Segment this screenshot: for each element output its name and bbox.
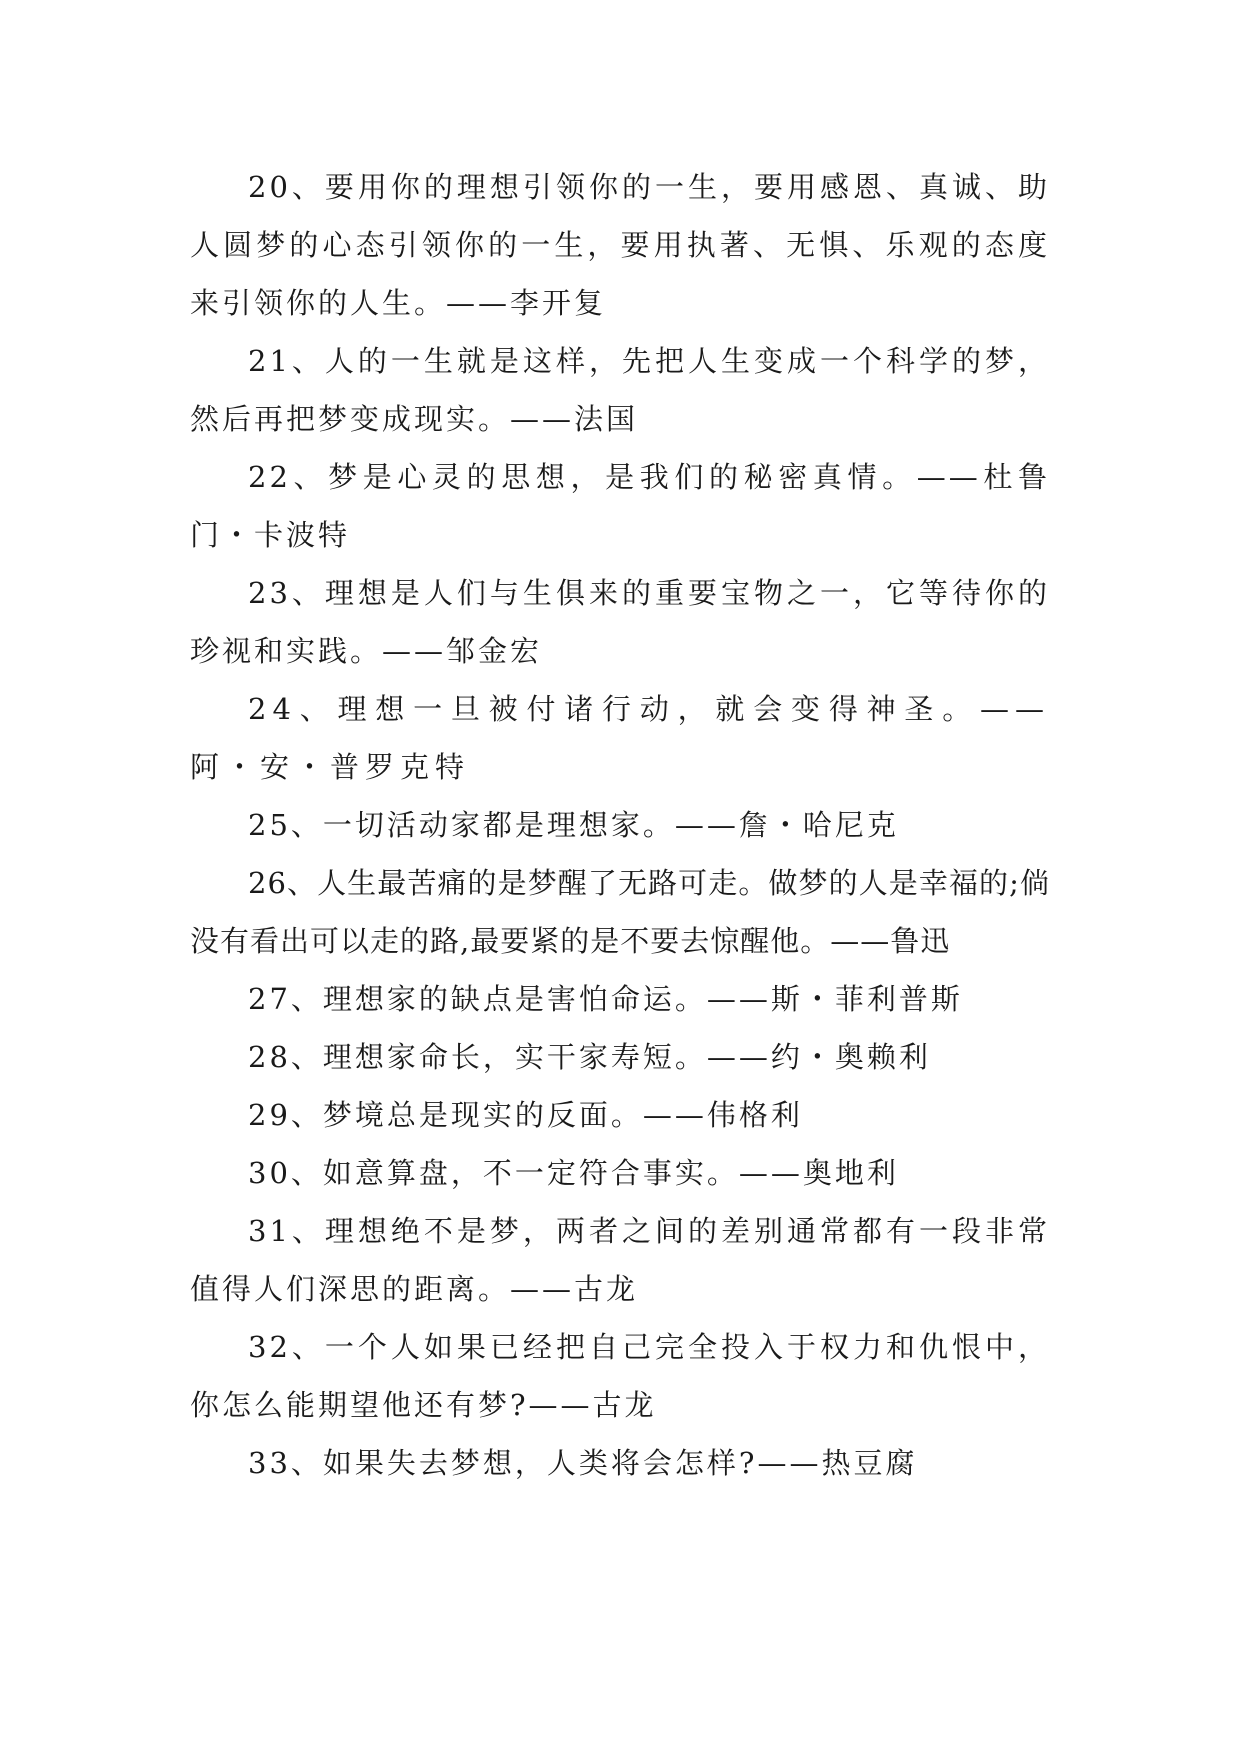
quote-list	[190, 158, 1050, 1492]
quote-32: 32、一个人如果已经把自己完全投入于权力和仇恨中，你怎么能期望他还有梦?——古龙	[190, 1330, 1050, 1422]
quote-26: 26、人生最苦痛的是梦醒了无路可走。做梦的人是幸福的;倘没有看出可以走的路,最要紧的是不要去惊醒他。——鲁迅	[190, 866, 1050, 958]
quote-30: 30、如意算盘，不一定符合事实。——奥地利	[248, 1156, 899, 1190]
quote-24: 24、理想一旦被付诸行动，就会变得神圣。——阿・安・普罗克特	[190, 692, 1050, 784]
quote-33: 33、如果失去梦想，人类将会怎样?——热豆腐	[248, 1446, 918, 1480]
quote-27: 27、理想家的缺点是害怕命运。——斯・菲利普斯	[248, 982, 963, 1016]
quote-25: 25、一切活动家都是理想家。——詹・哈尼克	[248, 808, 899, 842]
quote-31: 31、理想绝不是梦，两者之间的差别通常都有一段非常值得人们深思的距离。——古龙	[190, 1214, 1050, 1306]
quote-21: 21、人的一生就是这样，先把人生变成一个科学的梦，然后再把梦变成现实。——法国	[190, 344, 1050, 436]
quote-28: 28、理想家命长，实干家寿短。——约・奥赖利	[248, 1040, 931, 1074]
quote-20: 20、要用你的理想引领你的一生，要用感恩、真诚、助人圆梦的心态引领你的一生，要用执著、无惧、乐观的态度来引领你的人生。——李开复	[190, 170, 1050, 320]
quote-22: 22、梦是心灵的思想，是我们的秘密真情。——杜鲁门・卡波特	[190, 460, 1050, 552]
quote-23: 23、理想是人们与生俱来的重要宝物之一，它等待你的珍视和实践。——邹金宏	[190, 576, 1050, 668]
quote-29: 29、梦境总是现实的反面。——伟格利	[248, 1098, 803, 1132]
